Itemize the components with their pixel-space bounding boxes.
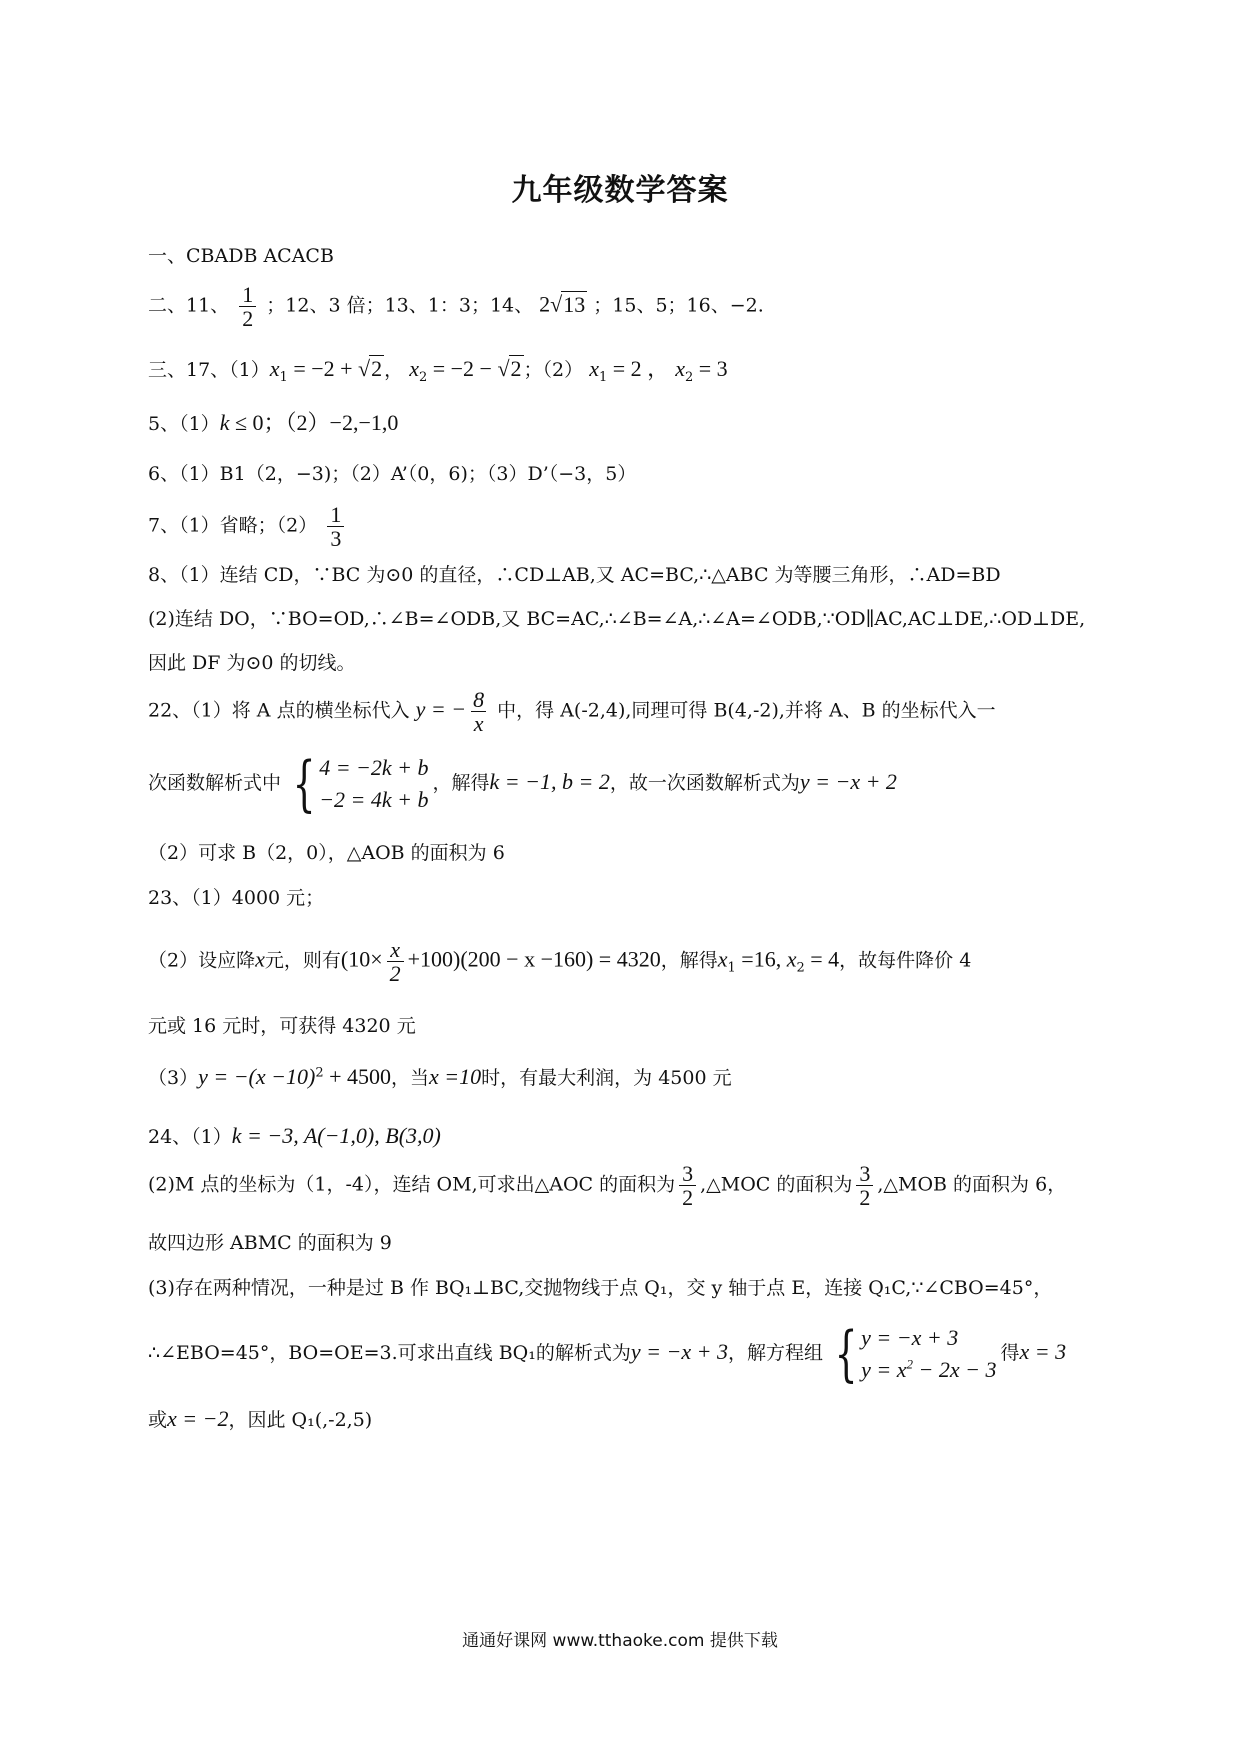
fraction — [387, 938, 404, 985]
expression: + 4500 — [323, 1064, 392, 1089]
answer-line-16 — [148, 1064, 732, 1090]
expression: = −2 + — [287, 356, 359, 381]
denominator: 2 — [239, 306, 256, 330]
line-text: ,△MOB 的面积为 6， — [877, 1173, 1067, 1196]
subscript: 1 — [727, 960, 736, 976]
fraction — [327, 503, 344, 550]
line-text: 次函数解析式中 — [148, 771, 282, 794]
line-text: ；（2） — [523, 359, 584, 381]
variable: x — [589, 356, 599, 381]
line-text: (2)M 点的坐标为（1，-4），连结 OM,可求出△AOC 的面积为 — [148, 1173, 676, 1196]
fraction — [856, 1162, 873, 1209]
subscript: 1 — [598, 369, 608, 385]
expression: x = 3 — [1019, 1338, 1067, 1364]
line-text: 三、17、（1） — [148, 359, 270, 381]
expression: = 4 — [804, 946, 840, 972]
expression: k = −1, b = 2 — [489, 768, 610, 794]
subscript: 2 — [418, 369, 428, 385]
line-text: ，当 — [391, 1067, 430, 1089]
answer-line-1 — [148, 245, 334, 268]
answer-line-8 — [148, 608, 1085, 631]
line-text: 时，有最大利润，为 4500 元 — [481, 1067, 732, 1089]
fraction — [470, 688, 487, 735]
line-text: ；15、5；16、−2. — [593, 294, 764, 317]
variable: x — [409, 356, 419, 381]
expression: ≤ 0；（2） — [229, 410, 330, 435]
subscript: 2 — [796, 960, 805, 976]
equation-row: y = −x + 3 — [861, 1325, 959, 1350]
answer-line-12 — [148, 842, 505, 865]
sqrt-sign: √ — [358, 356, 371, 381]
answer-line-4 — [148, 410, 398, 436]
brace-icon: { — [834, 1318, 858, 1389]
expression: y = x — [861, 1356, 907, 1382]
line-text: ， — [384, 359, 404, 381]
equation-system — [827, 1318, 997, 1389]
line-text: ，解得 — [660, 949, 718, 972]
radicand: 2 — [510, 356, 522, 381]
line-text: 或 — [148, 1409, 168, 1431]
answer-line-21 — [148, 1318, 1067, 1389]
denominator: 2 — [387, 961, 404, 985]
answer-line-6 — [148, 503, 348, 550]
exponent: 2 — [906, 1356, 914, 1372]
expression: = 2 ， — [607, 356, 670, 381]
line-text: ，解方程组 — [727, 1341, 823, 1364]
fraction — [239, 283, 256, 330]
equation-row: −2 = 4k + b — [319, 786, 429, 812]
answer-line-9 — [148, 652, 356, 675]
variable: x — [269, 356, 280, 381]
answer-line-20 — [148, 1277, 1052, 1300]
variable: k — [219, 410, 230, 435]
expression: =16, — [735, 946, 787, 972]
radicand: 13 — [563, 291, 586, 317]
expression: −2,−1,0 — [329, 410, 399, 435]
numerator: 8 — [473, 687, 485, 712]
expression: y = −(x −10) — [198, 1064, 316, 1089]
variable: x — [786, 946, 797, 972]
variable: x — [675, 356, 685, 381]
numerator: 1 — [242, 282, 254, 307]
subscript: 2 — [684, 369, 694, 385]
answer-line-15 — [148, 1015, 416, 1038]
radicand: 2 — [371, 356, 383, 381]
numerator: 1 — [330, 502, 342, 527]
equation-row: 4 = −2k + b — [319, 755, 429, 780]
variable: x — [255, 946, 265, 972]
denominator: 2 — [679, 1185, 696, 1209]
line-text: 二、11、 — [148, 294, 230, 317]
line-text: ，故一次函数解析式为 — [609, 771, 800, 794]
line-text: 8、（1）连结 CD，∵BC 为⊙0 的直径，∴CD⊥AB,又 AC=BC,∴△ABC 为等腰三角形，∴AD=BD — [148, 564, 1001, 586]
line-text: 因此 DF 为⊙0 的切线。 — [148, 652, 356, 674]
line-text: ；12、3 倍；13、1：3；14、 — [266, 294, 534, 317]
line-text: 6、（1）B1（2，−3)；（2）A’（0，6)；（3）D’（−3，5） — [148, 463, 637, 485]
answer-line-19 — [148, 1232, 392, 1255]
variable: x — [717, 946, 728, 972]
expression: y = −x + 2 — [799, 768, 897, 794]
equation-row — [861, 1354, 996, 1386]
line-text: (3)存在两种情况，一种是过 B 作 BQ₁⊥BC,交抛物线于点 Q₁，交 y 轴于点 E，连接 Q₁C,∵∠CBO=45°， — [148, 1277, 1053, 1299]
brace-icon: { — [292, 748, 316, 819]
equation-system — [285, 748, 429, 819]
line-text: ，解得 — [432, 771, 490, 794]
expression: y = − — [415, 696, 467, 722]
expression: = −2 − — [427, 356, 498, 381]
answer-line-17 — [148, 1123, 441, 1149]
line-text: 22、（1）将 A 点的横坐标代入 — [148, 699, 410, 722]
line-text: （3） — [148, 1067, 199, 1089]
answer-line-3 — [148, 355, 728, 385]
expression: = 3 — [693, 356, 728, 381]
numerator: 3 — [682, 1161, 694, 1186]
line-text: ,△MOC 的面积为 — [700, 1173, 853, 1196]
expression: y = −x + 3 — [630, 1338, 728, 1364]
line-text: 得 — [1000, 1341, 1020, 1364]
expression: − 2x − 3 — [913, 1356, 997, 1382]
answer-line-5 — [148, 463, 636, 486]
sqrt-sign: √ — [550, 291, 563, 317]
denominator: x — [471, 711, 487, 735]
answer-line-22 — [148, 1406, 372, 1432]
expression: (10× — [340, 946, 383, 972]
answer-line-11 — [148, 748, 897, 819]
line-text: 一、CBADB ACACB — [148, 245, 334, 267]
denominator: 2 — [856, 1185, 873, 1209]
denominator: 3 — [327, 526, 344, 550]
answer-line-13 — [148, 887, 324, 910]
line-text: 元，则有 — [264, 949, 341, 972]
exponent: 2 — [315, 1065, 324, 1081]
line-text: (2)连结 DO，∵BO=OD,∴∠B=∠ODB,又 BC=AC,∴∠B=∠A,∴∠A=∠ODB,∵OD∥AC,AC⊥DE,∴OD⊥DE, — [148, 608, 1086, 630]
answer-line-7 — [148, 564, 1001, 587]
line-text: （2）设应降 — [148, 949, 256, 972]
fraction — [679, 1162, 696, 1209]
answer-line-2 — [148, 283, 764, 330]
answer-line-14 — [148, 938, 971, 985]
subscript: 1 — [279, 369, 288, 385]
line-text: ∴∠EBO=45°，BO=OE=3.可求出直线 BQ₁的解析式为 — [148, 1341, 631, 1364]
numerator: x — [390, 937, 400, 962]
line-text: （2）可求 B（2，0），△AOB 的面积为 6 — [148, 842, 505, 864]
sqrt-sign: √ — [497, 356, 510, 381]
page-title: 九年级数学答案 — [511, 173, 729, 208]
line-text: ，因此 Q₁(,-2,5) — [228, 1409, 373, 1431]
line-text: ，故每件降价 4 — [839, 949, 972, 972]
answer-line-10 — [148, 688, 996, 735]
line-text: 23、（1）4000 元； — [148, 887, 325, 909]
expression: k = −3, A(−1,0), B(3,0) — [231, 1123, 441, 1148]
expression: x = −2 — [167, 1406, 229, 1431]
line-text: 元或 16 元时，可获得 4320 元 — [148, 1015, 416, 1037]
coefficient: 2 — [539, 291, 551, 317]
line-text: 中，得 A(-2,4),同理可得 B(4,-2),并将 A、B 的坐标代入一 — [497, 699, 996, 722]
line-text: 5、（1） — [148, 413, 220, 435]
footer-watermark: 通通好课网 www.tthaoke.com 提供下载 — [462, 1631, 778, 1651]
line-text: 故四边形 ABMC 的面积为 9 — [148, 1232, 392, 1254]
expression: +100)(200 − x −160) = 4320 — [407, 946, 661, 972]
numerator: 3 — [859, 1161, 871, 1186]
line-text: 7、（1）省略；（2） — [148, 514, 318, 537]
answer-line-18 — [148, 1162, 1066, 1209]
expression: x =10 — [429, 1064, 482, 1089]
line-text: 24、（1） — [148, 1126, 232, 1148]
